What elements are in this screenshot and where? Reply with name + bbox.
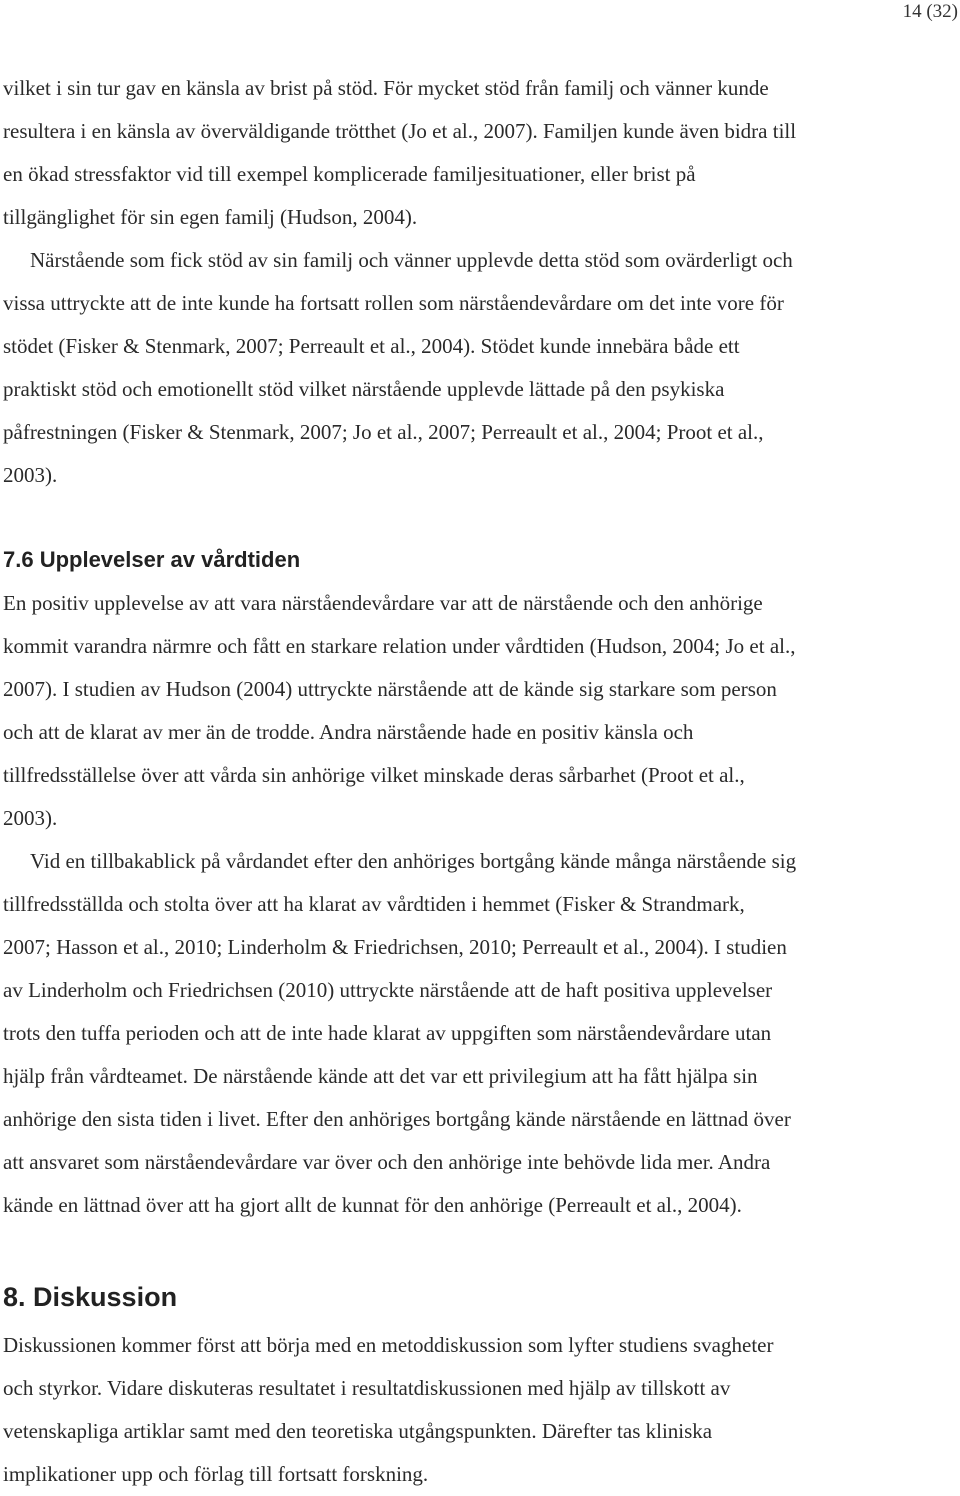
text-line: en ökad stressfaktor vid till exempel komplicerade familjesituationer, eller brist på: [3, 162, 696, 186]
text-line: 2007). I studien av Hudson (2004) uttryckte närstående att de kände sig starkare som person: [3, 677, 777, 701]
text-line: praktiskt stöd och emotionellt stöd vilket närstående upplevde lättade på den psykiska: [3, 377, 725, 401]
text-line: och styrkor. Vidare diskuteras resultatet i resultatdiskussionen med hjälp av tillskott av: [3, 1376, 731, 1400]
text-line: 2003).: [3, 806, 58, 830]
section-8-text: [3, 1324, 955, 1496]
text-line: En positiv upplevelse av att vara närståendevårdare var att de närstående och den anhörige: [3, 591, 763, 615]
results-text-block: [3, 67, 955, 497]
text-line: tillfredsställelse över att vårda sin anhörige vilket minskade deras sårbarhet (Proot et al.,: [3, 763, 745, 787]
text-line: implikationer upp och förlag till fortsatt forskning.: [3, 1462, 429, 1486]
text-line: Närstående som fick stöd av sin familj och vänner upplevde detta stöd som ovärderligt och: [30, 248, 793, 272]
section-heading-7-6: 7.6 Upplevelser av vårdtiden: [3, 547, 301, 572]
text-line: resultera i en känsla av överväldigande trötthet (Jo et al., 2007). Familjen kunde även bidra till: [3, 119, 797, 143]
text-line: vetenskapliga artiklar samt med den teoretiska utgångspunkten. Därefter tas kliniska: [3, 1419, 713, 1443]
text-line: Diskussionen kommer först att börja med en metoddiskussion som lyfter studiens svagheter: [3, 1333, 774, 1357]
text-line: vilket i sin tur gav en känsla av brist på stöd. För mycket stöd från familj och vänner kunde: [3, 76, 769, 100]
text-line: påfrestningen (Fisker & Stenmark, 2007; Jo et al., 2007; Perreault et al., 2004; Proot et al.,: [3, 420, 764, 444]
text-line: hjälp från vårdteamet. De närstående kände att det var ett privilegium att ha fått hjälpa sin: [3, 1064, 758, 1088]
text-line: vissa uttryckte att de inte kunde ha fortsatt rollen som närståendevårdare om det inte vore för: [3, 291, 784, 315]
text-line: 2003).: [3, 463, 58, 487]
section-7-6-text: [3, 582, 955, 1227]
text-line: kände en lättnad över att ha gjort allt de kunnat för den anhörige (Perreault et al., 2004).: [3, 1193, 742, 1217]
text-line: och att de klarat av mer än de trodde. Andra närstående hade en positiv känsla och: [3, 720, 694, 744]
text-line: 2007; Hasson et al., 2010; Linderholm & Friedrichsen, 2010; Perreault et al., 2004). I studien: [3, 935, 787, 959]
text-line: att ansvaret som närståendevårdare var över och den anhörige inte behövde lida mer. Andra: [3, 1150, 771, 1174]
text-line: Vid en tillbakablick på vårdandet efter den anhöriges bortgång kände många närstående sig: [30, 849, 797, 873]
text-line: trots den tuffa perioden och att de inte hade klarat av uppgiften som närståendevårdare utan: [3, 1021, 772, 1045]
section-heading-8: 8. Diskussion: [3, 1282, 178, 1312]
page-number: 14 (32): [902, 1, 958, 22]
text-line: av Linderholm och Friedrichsen (2010) uttryckte närstående att de haft positiva upplevelser: [3, 978, 773, 1002]
text-line: stödet (Fisker & Stenmark, 2007; Perreault et al., 2004). Stödet kunde innebära både ett: [3, 334, 740, 358]
text-line: kommit varandra närmre och fått en starkare relation under vårdtiden (Hudson, 2004; Jo et al.,: [3, 634, 796, 658]
text-line: tillgänglighet för sin egen familj (Hudson, 2004).: [3, 205, 418, 229]
text-line: tillfredsställda och stolta över att ha klarat av vårdtiden i hemmet (Fisker & Strandmark,: [3, 892, 745, 916]
text-line: anhörige den sista tiden i livet. Efter den anhöriges bortgång kände närstående en lättnad över: [3, 1107, 791, 1131]
